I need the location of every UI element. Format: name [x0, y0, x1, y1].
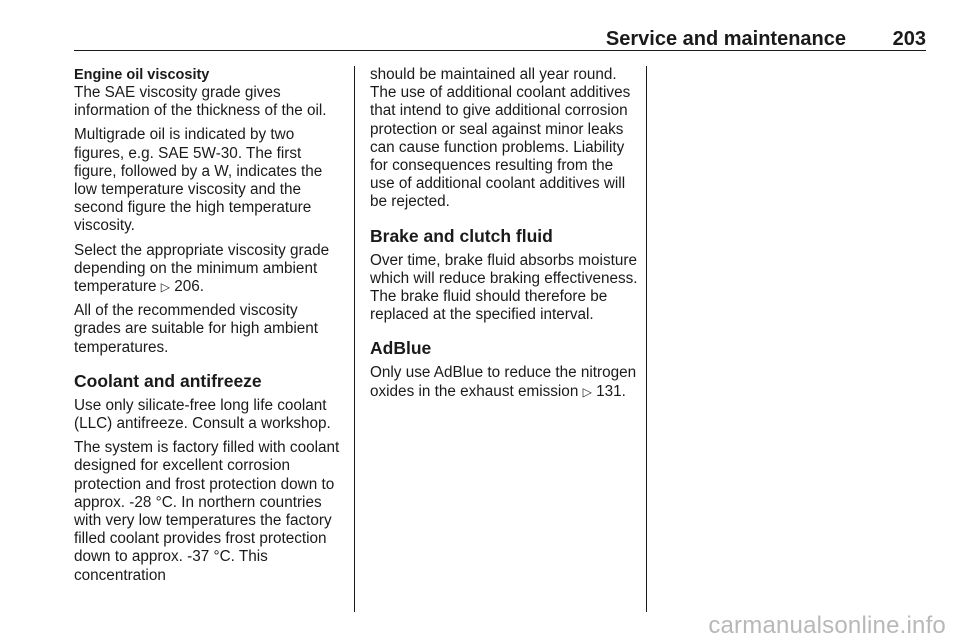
page-number: 203 — [892, 28, 926, 50]
page-reference-link[interactable]: 206. — [174, 278, 204, 296]
text-column-2 — [370, 66, 638, 407]
paragraph: Over time, brake fluid absorbs moisture which will reduce braking effectiveness. The brake fluid should therefore be replaced at the specified interval. — [370, 251, 638, 324]
watermark: carmanualsonline.info — [708, 612, 946, 639]
brake-fluid-heading: Brake and clutch fluid — [370, 225, 553, 246]
section-title: Service and maintenance — [605, 28, 846, 50]
paragraph: should be maintained all year round. The use of additional coolant additives that intend to give additional corrosion protection or seal against minor leaks can cause function problems. Liability for consequences resulting from the use of additional coolant additives will be rejected. — [370, 66, 631, 211]
paragraph: The SAE viscosity grade gives information of the thickness of the oil. — [74, 84, 327, 120]
page-reference-icon: ▷ — [582, 384, 592, 399]
paragraph: All of the recommended viscosity grades are suitable for high ambient temperatures. — [74, 302, 319, 356]
paragraph-text: Select the appropriate viscosity grade depending on the minimum ambient temperature — [74, 241, 330, 296]
page-header — [74, 28, 926, 51]
page-reference-icon: ▷ — [160, 280, 170, 295]
text-column-1 — [74, 66, 344, 591]
paragraph: Multigrade oil is indicated by two figures, e.g. SAE 5W-30. The first figure, followed by a W, indicates the low temperature viscosity and the second figure the high temperature viscosity. — [74, 126, 323, 235]
column-divider — [354, 66, 355, 612]
adblue-heading: AdBlue — [370, 338, 432, 359]
paragraph — [370, 364, 638, 400]
page-reference-link[interactable]: 131. — [596, 382, 626, 400]
column-divider — [646, 66, 647, 612]
coolant-heading: Coolant and antifreeze — [74, 370, 262, 391]
engine-oil-viscosity-heading: Engine oil viscosity — [74, 67, 210, 83]
paragraph: The system is factory filled with coolant designed for excellent corrosion protection and frost protection down to approx. -28 °C. In northern countries with very low temperatures the factory filled coolant provides frost protection down to approx. -37 °C. This concentration — [74, 439, 340, 584]
paragraph — [74, 242, 344, 297]
paragraph: Use only silicate-free long life coolant (LLC) antifreeze. Consult a workshop. — [74, 396, 331, 433]
paragraph-text: Only use AdBlue to reduce the nitrogen oxides in the exhaust emission — [370, 364, 637, 400]
